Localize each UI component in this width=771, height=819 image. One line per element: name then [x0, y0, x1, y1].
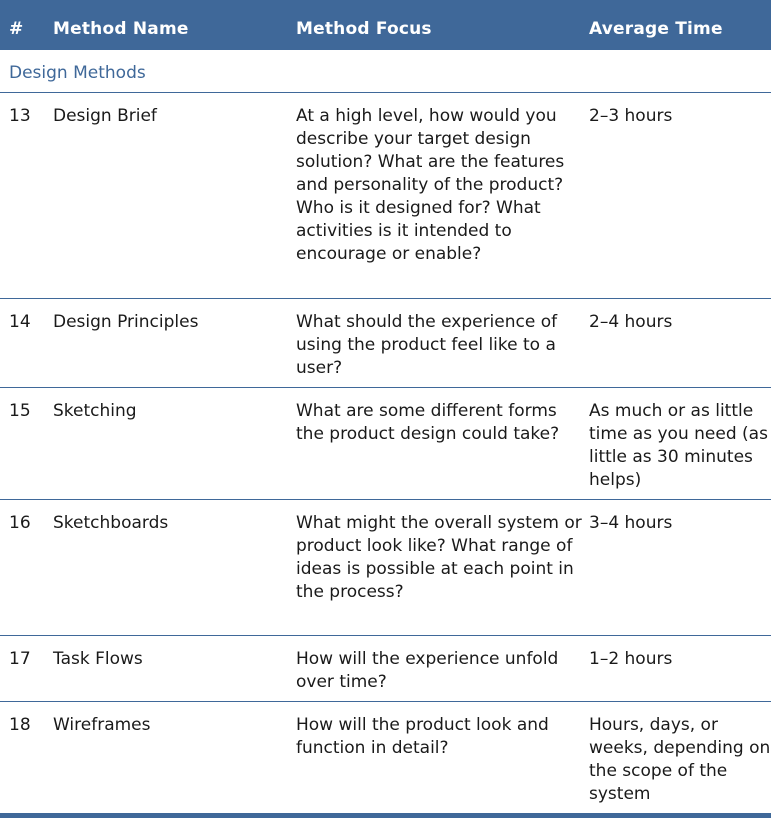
method-name: Task Flows — [53, 649, 143, 669]
method-focus: At a high level, how would you describe your target design solution? What are the features and personality of the product? Who is it designed for? What activities is it intended to encourage or enable? — [296, 106, 565, 264]
header-average-time: Average Time — [589, 19, 723, 39]
table-row — [0, 702, 771, 813]
bottom-rule — [0, 813, 771, 818]
average-time: 3–4 hours — [589, 513, 673, 533]
table-row — [0, 93, 771, 299]
method-focus: What are some different forms the product design could take? — [296, 401, 560, 444]
row-number: 16 — [9, 513, 31, 533]
average-time: As much or as little time as you need (as little as 30 minutes helps) — [589, 401, 768, 490]
method-name: Sketching — [53, 401, 137, 421]
method-name: Design Brief — [53, 106, 157, 126]
average-time: Hours, days, or weeks, depending on the scope of the system — [589, 715, 771, 804]
method-name: Design Principles — [53, 312, 199, 332]
header-method-focus: Method Focus — [296, 19, 432, 39]
header-num: # — [9, 19, 24, 39]
method-name: Wireframes — [53, 715, 151, 735]
method-name: Sketchboards — [53, 513, 169, 533]
table-header — [0, 0, 771, 50]
method-focus: How will the product look and function in detail? — [296, 715, 549, 758]
table-row — [0, 500, 771, 636]
table-row — [0, 636, 771, 702]
method-focus: What might the overall system or product look like? What range of ideas is possible at each point in the process? — [296, 513, 582, 602]
row-number: 13 — [9, 106, 31, 126]
section-title: Design Methods — [9, 63, 146, 83]
average-time: 2–3 hours — [589, 106, 673, 126]
row-number: 15 — [9, 401, 31, 421]
method-focus: How will the experience unfold over time? — [296, 649, 559, 692]
average-time: 2–4 hours — [589, 312, 673, 332]
table-row — [0, 388, 771, 500]
section-row — [0, 50, 771, 93]
row-number: 18 — [9, 715, 31, 735]
header-method-name: Method Name — [53, 19, 189, 39]
average-time: 1–2 hours — [589, 649, 673, 669]
method-focus: What should the experience of using the product feel like to a user? — [296, 312, 558, 378]
table-row — [0, 299, 771, 388]
row-number: 17 — [9, 649, 31, 669]
row-number: 14 — [9, 312, 31, 332]
